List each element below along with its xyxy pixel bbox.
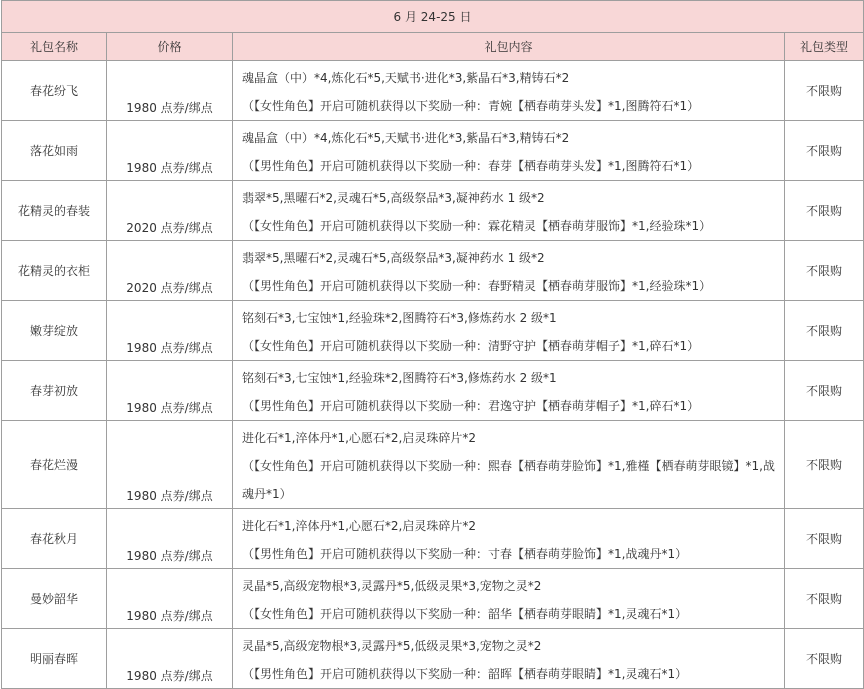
table-row (2, 181, 864, 241)
pack-content-random-reward: （【女性角色】开启可随机获得以下奖励一种：熙春【栖春萌芽脸饰】*1,雅槿【栖春萌芽眼镜】*1,战魂丹*1） (242, 459, 775, 501)
pack-type: 不限购 (785, 361, 864, 421)
pack-content-random-reward: （【女性角色】开启可随机获得以下奖励一种：霖花精灵【栖春萌芽服饰】*1,经验珠*1） (242, 219, 712, 233)
pack-type: 不限购 (785, 181, 864, 241)
pack-price: 1980 点券/绑点 (107, 121, 233, 181)
pack-price: 1980 点券/绑点 (107, 421, 233, 509)
pack-content (233, 421, 785, 509)
pack-name: 嫩芽绽放 (2, 301, 107, 361)
pack-price: 1980 点券/绑点 (107, 61, 233, 121)
pack-content (233, 301, 785, 361)
header-content: 礼包内容 (233, 33, 785, 61)
pack-price: 1980 点券/绑点 (107, 569, 233, 629)
table-header-row (2, 33, 864, 61)
pack-content (233, 241, 785, 301)
pack-type: 不限购 (785, 241, 864, 301)
pack-content-random-reward: （【女性角色】开启可随机获得以下奖励一种：清野守护【栖春萌芽帽子】*1,碎石*1） (242, 339, 700, 353)
table-row (2, 241, 864, 301)
pack-content-items: 进化石*1,淬体丹*1,心愿石*2,启灵珠碎片*2 (242, 431, 476, 445)
pack-content-items: 铭刻石*3,七宝蚀*1,经验珠*2,图腾符石*3,修炼药水 2 级*1 (242, 371, 557, 385)
pack-name: 落花如雨 (2, 121, 107, 181)
header-type: 礼包类型 (785, 33, 864, 61)
pack-type: 不限购 (785, 421, 864, 509)
table-row (2, 421, 864, 509)
pack-content-items: 翡翠*5,黑曜石*2,灵魂石*5,高级祭品*3,凝神药水 1 级*2 (242, 251, 545, 265)
header-price: 价格 (107, 33, 233, 61)
pack-price: 1980 点券/绑点 (107, 629, 233, 689)
pack-content (233, 181, 785, 241)
table-row (2, 509, 864, 569)
pack-name: 春芽初放 (2, 361, 107, 421)
pack-price: 2020 点券/绑点 (107, 181, 233, 241)
pack-name: 花精灵的衣柜 (2, 241, 107, 301)
pack-type: 不限购 (785, 569, 864, 629)
table-row (2, 121, 864, 181)
header-name: 礼包名称 (2, 33, 107, 61)
pack-content-items: 魂晶盒（中）*4,炼化石*5,天赋书·进化*3,紫晶石*3,精铸石*2 (242, 131, 570, 145)
table-title-row (2, 1, 864, 33)
pack-type: 不限购 (785, 301, 864, 361)
pack-content (233, 629, 785, 689)
pack-name: 春花烂漫 (2, 421, 107, 509)
pack-type: 不限购 (785, 509, 864, 569)
pack-content-random-reward: （【男性角色】开启可随机获得以下奖励一种：寸春【栖春萌芽脸饰】*1,战魂丹*1） (242, 547, 688, 561)
pack-content (233, 569, 785, 629)
table-row (2, 629, 864, 689)
gift-pack-table (1, 0, 864, 689)
pack-content-items: 翡翠*5,黑曜石*2,灵魂石*5,高级祭品*3,凝神药水 1 级*2 (242, 191, 545, 205)
pack-content (233, 61, 785, 121)
pack-content-random-reward: （【女性角色】开启可随机获得以下奖励一种：青婉【栖春萌芽头发】*1,图腾符石*1） (242, 99, 700, 113)
pack-content-items: 魂晶盒（中）*4,炼化石*5,天赋书·进化*3,紫晶石*3,精铸石*2 (242, 71, 570, 85)
pack-content-items: 灵晶*5,高级宠物根*3,灵露丹*5,低级灵果*3,宠物之灵*2 (242, 639, 542, 653)
pack-content-items: 铭刻石*3,七宝蚀*1,经验珠*2,图腾符石*3,修炼药水 2 级*1 (242, 311, 557, 325)
table-row (2, 301, 864, 361)
pack-name: 花精灵的春装 (2, 181, 107, 241)
pack-price: 1980 点券/绑点 (107, 361, 233, 421)
pack-content-random-reward: （【女性角色】开启可随机获得以下奖励一种：韶华【栖春萌芽眼睛】*1,灵魂石*1） (242, 607, 688, 621)
pack-price: 2020 点券/绑点 (107, 241, 233, 301)
pack-content-random-reward: （【男性角色】开启可随机获得以下奖励一种：韶晖【栖春萌芽眼睛】*1,灵魂石*1） (242, 667, 688, 681)
pack-name: 春花秋月 (2, 509, 107, 569)
pack-content-items: 灵晶*5,高级宠物根*3,灵露丹*5,低级灵果*3,宠物之灵*2 (242, 579, 542, 593)
pack-type: 不限购 (785, 121, 864, 181)
pack-name: 明丽春晖 (2, 629, 107, 689)
pack-type: 不限购 (785, 61, 864, 121)
pack-name: 春花纷飞 (2, 61, 107, 121)
pack-price: 1980 点券/绑点 (107, 509, 233, 569)
pack-content (233, 121, 785, 181)
table-title: 6 月 24-25 日 (2, 1, 864, 33)
table-row (2, 569, 864, 629)
pack-content-random-reward: （【男性角色】开启可随机获得以下奖励一种：春芽【栖春萌芽头发】*1,图腾符石*1） (242, 159, 700, 173)
pack-content (233, 509, 785, 569)
table-row (2, 361, 864, 421)
pack-price: 1980 点券/绑点 (107, 301, 233, 361)
pack-type: 不限购 (785, 629, 864, 689)
pack-content-items: 进化石*1,淬体丹*1,心愿石*2,启灵珠碎片*2 (242, 519, 476, 533)
table-row (2, 61, 864, 121)
pack-content (233, 361, 785, 421)
pack-content-random-reward: （【男性角色】开启可随机获得以下奖励一种：君逸守护【栖春萌芽帽子】*1,碎石*1） (242, 399, 700, 413)
pack-name: 曼妙韶华 (2, 569, 107, 629)
pack-content-random-reward: （【男性角色】开启可随机获得以下奖励一种：春野精灵【栖春萌芽服饰】*1,经验珠*1） (242, 279, 712, 293)
